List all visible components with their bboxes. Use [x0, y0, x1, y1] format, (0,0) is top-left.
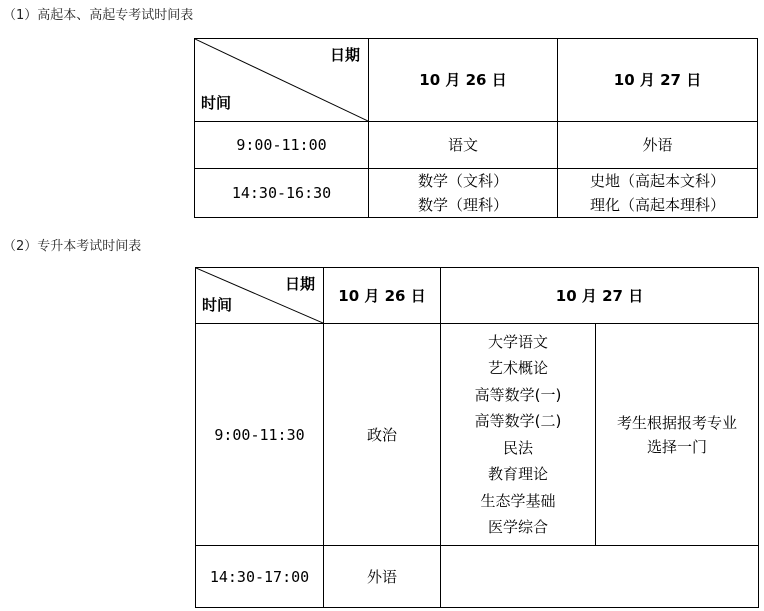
subject: 语文	[447, 136, 478, 154]
time-slot: 14:30-17:00	[196, 546, 324, 608]
time-slot: 9:00-11:30	[196, 324, 324, 546]
subject-cell	[369, 122, 558, 169]
subject: 大学语文	[487, 332, 548, 351]
corner-header-cell	[195, 39, 369, 122]
subject: 数学（文科）	[417, 172, 508, 190]
subject-cell: 政治	[324, 324, 441, 546]
date-header-day2: 10 月 27 日	[558, 39, 758, 122]
date-header-day1: 10 月 26 日	[324, 268, 441, 324]
subject-cell	[558, 169, 758, 218]
time-slot: 9:00-11:00	[195, 122, 369, 169]
subject: 高等数学(一)	[474, 385, 562, 404]
subject: 外语	[642, 136, 673, 154]
subject: 医学综合	[487, 518, 548, 536]
section2-caption: （2）专升本考试时间表	[3, 239, 142, 254]
subject-cell: 外语	[324, 546, 441, 608]
section1-caption: （1）高起本、高起专考试时间表	[3, 8, 194, 23]
corner-date-label: 日期	[284, 275, 315, 293]
subject: 民法	[502, 438, 533, 457]
subject-list-cell	[441, 324, 596, 546]
note-line: 选择一门	[647, 437, 708, 456]
subject-cell	[369, 169, 558, 218]
subject: 数学（理科）	[417, 196, 508, 214]
subject: 高等数学(二)	[474, 412, 562, 430]
corner-time-label: 时间	[201, 94, 232, 112]
empty-cell	[441, 546, 759, 608]
subject: 教育理论	[487, 465, 548, 483]
schedule-table-1	[194, 38, 758, 218]
time-slot: 14:30-16:30	[195, 169, 369, 218]
date-header-day1: 10 月 26 日	[369, 39, 558, 122]
subject-cell	[558, 122, 758, 169]
note-line: 考生根据报考专业	[617, 413, 738, 432]
date-header-day2: 10 月 27 日	[441, 268, 759, 324]
subject: 史地（高起本文科）	[589, 172, 725, 190]
subject: 理化（高起本理科）	[589, 196, 725, 214]
subject: 生态学基础	[480, 491, 556, 510]
corner-header-cell	[196, 268, 324, 324]
subject: 艺术概论	[487, 359, 548, 377]
note-cell	[596, 324, 759, 546]
schedule-table-2	[195, 267, 759, 608]
corner-time-label: 时间	[202, 296, 233, 314]
corner-date-label: 日期	[329, 46, 360, 64]
